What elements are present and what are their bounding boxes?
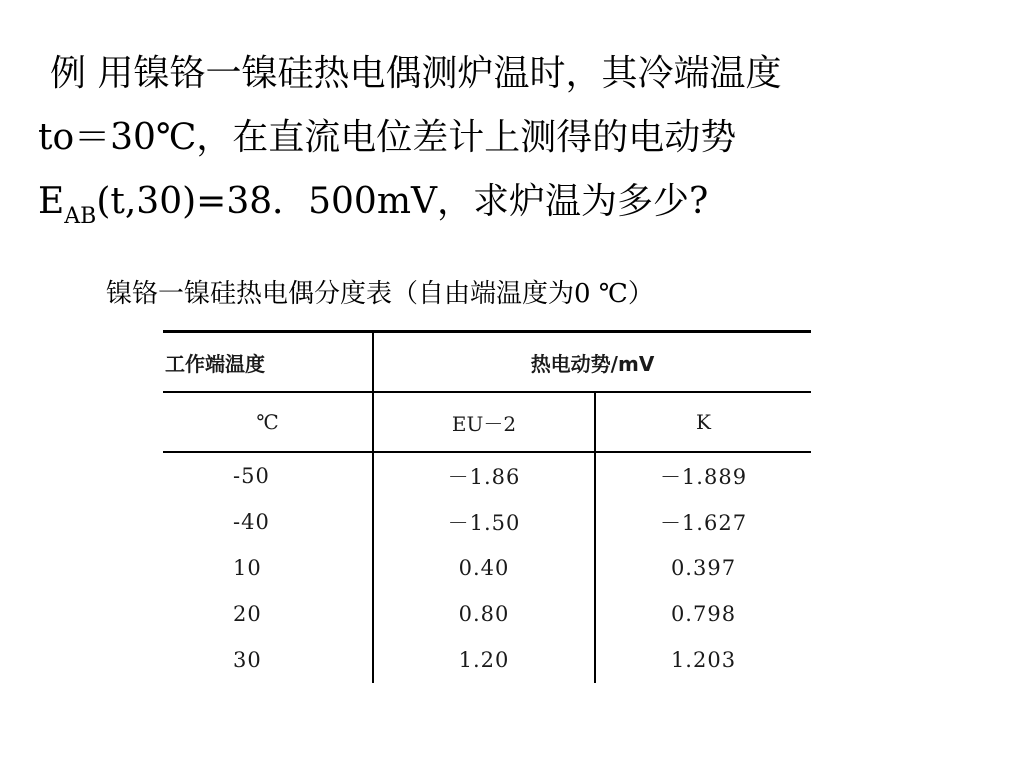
cell-eu2: 1.20 bbox=[373, 637, 595, 683]
cell-eu2: 0.80 bbox=[373, 591, 595, 637]
table-row bbox=[163, 545, 811, 591]
thermocouple-table-container bbox=[163, 330, 811, 684]
cell-k: 0.798 bbox=[595, 591, 811, 637]
cell-k: 1.203 bbox=[595, 637, 811, 683]
table-row bbox=[163, 637, 811, 683]
cell-k: －1.889 bbox=[595, 452, 811, 499]
table-row bbox=[163, 499, 811, 545]
cell-k: －1.627 bbox=[595, 499, 811, 545]
emf-symbol: E bbox=[38, 181, 65, 222]
header-k: K bbox=[595, 392, 811, 452]
problem-statement bbox=[38, 42, 998, 234]
cell-eu2: －1.50 bbox=[373, 499, 595, 545]
cell-eu2: －1.86 bbox=[373, 452, 595, 499]
header-unit-celsius: ℃ bbox=[163, 392, 373, 452]
cell-temp: 30 bbox=[233, 648, 262, 672]
emf-expression: (t,30)=38．500mV，求炉温为多少? bbox=[96, 181, 709, 222]
header-thermo-emf: 热电动势/mV bbox=[373, 332, 811, 393]
problem-line-1: 例 用镍铬一镍硅热电偶测炉温时，其冷端温度 bbox=[50, 53, 782, 94]
table-caption: 镍铬一镍硅热电偶分度表（自由端温度为0 ℃） bbox=[106, 279, 654, 309]
table-row bbox=[163, 591, 811, 637]
cell-k: 0.397 bbox=[595, 545, 811, 591]
thermocouple-table bbox=[163, 330, 811, 683]
table-row bbox=[163, 452, 811, 499]
header-working-end-temp: 工作端温度 bbox=[163, 332, 373, 393]
cell-temp: 10 bbox=[233, 556, 262, 580]
emf-subscript: AB bbox=[64, 204, 97, 229]
cell-temp: -40 bbox=[233, 510, 270, 534]
header-eu2: EU－2 bbox=[373, 392, 595, 452]
table-header-row-2 bbox=[163, 392, 811, 452]
problem-line-2: to＝30℃，在直流电位差计上测得的电动势 bbox=[38, 117, 737, 158]
cell-temp: 20 bbox=[233, 602, 262, 626]
cell-temp: -50 bbox=[233, 464, 270, 488]
cell-eu2: 0.40 bbox=[373, 545, 595, 591]
table-header-row-1 bbox=[163, 332, 811, 393]
problem-line-3 bbox=[38, 170, 998, 234]
